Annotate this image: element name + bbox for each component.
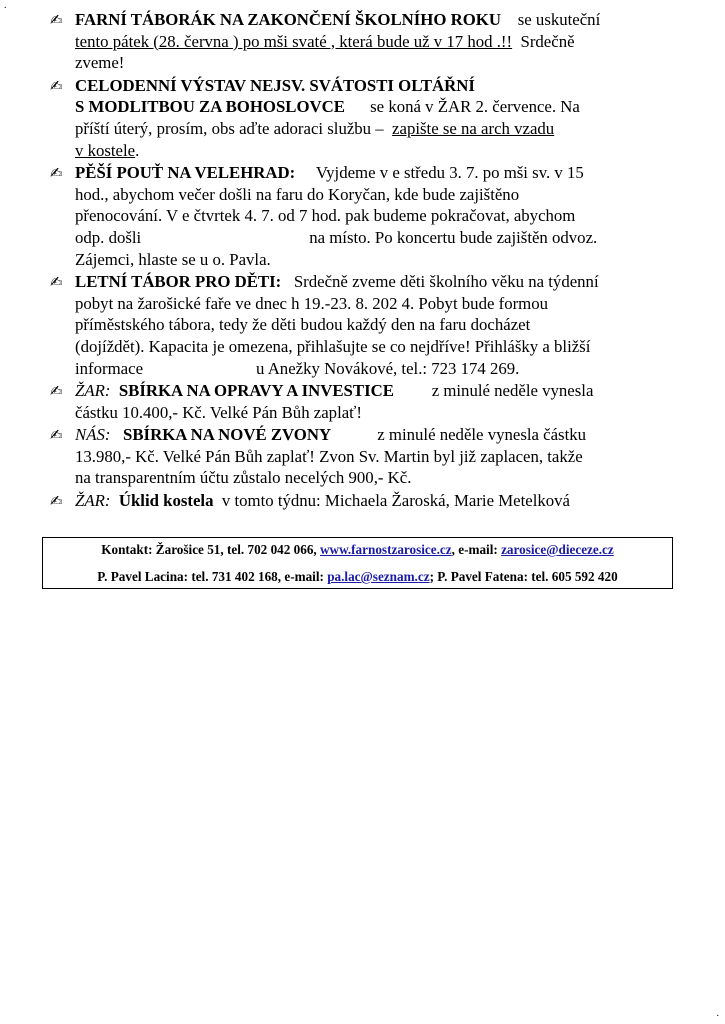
notice-campfire xyxy=(50,9,672,74)
contact-text: , e-mail: xyxy=(451,542,498,557)
notice-text: Srdečně xyxy=(520,31,575,51)
notice-text: Vyjdeme v e středu 3. 7. po mši sv. v 15 xyxy=(315,163,584,183)
notice-text: z minulé neděle vynesla xyxy=(431,381,594,401)
notice-heading: SBÍRKA NA NOVÉ ZVONY xyxy=(123,425,332,445)
notice-text: částku 10.400,- Kč. Velké Pán Bůh zaplať! xyxy=(75,402,362,422)
notice-text-underlined: zapište se na arch vzadu xyxy=(392,118,555,138)
corner-mark: . xyxy=(716,1008,719,1019)
website-link[interactable]: www.farnostzarosice.cz xyxy=(320,542,452,557)
notice-heading: CELODENNÍ VÝSTAV NEJSV. SVÁTOSTI OLTÁŘNÍ xyxy=(75,75,475,95)
notice-text: příměstského tábora, tedy že děti budou každý den na faru docházet xyxy=(75,315,531,335)
notice-adoration xyxy=(50,75,672,161)
parish-email-link[interactable]: zarosice@dieceze.cz xyxy=(501,542,614,557)
notice-text: z minulé neděle vynesla částku xyxy=(377,425,587,445)
notice-heading: FARNÍ TÁBORÁK NA ZAKONČENÍ ŠKOLNÍHO ROKU xyxy=(75,10,501,29)
contact-box xyxy=(42,537,673,589)
contact-line-parish xyxy=(43,542,672,558)
notice-text: na místo. Po koncertu bude zajištěn odvoz. xyxy=(309,227,598,247)
writing-hand-icon: ✍ xyxy=(50,426,63,445)
notice-text: . xyxy=(135,140,140,160)
notice-text: v tomto týdnu: Michaela Žaroská, Marie Metelková xyxy=(221,491,570,511)
contact-text: Kontakt: Žarošice 51, tel. 702 042 066, xyxy=(101,542,317,557)
notice-heading: Úklid kostela xyxy=(118,491,214,511)
notice-location: NÁS: xyxy=(75,425,111,445)
notice-text: přenocování. V e čtvrtek 4. 7. od 7 hod. pak budeme pokračovat, abychom xyxy=(75,206,576,226)
writing-hand-icon: ✍ xyxy=(50,492,63,511)
notice-heading: LETNÍ TÁBOR PRO DĚTI: xyxy=(75,272,282,292)
notice-text: Zájemci, hlaste se u o. Pavla. xyxy=(75,249,271,269)
notice-text: se uskuteční xyxy=(517,10,601,29)
notice-church-cleaning xyxy=(50,490,672,512)
notice-text: Srdečně zveme děti školního věku na týdenní xyxy=(293,272,599,292)
writing-hand-icon: ✍ xyxy=(50,11,63,29)
notice-heading: PĚŠÍ POUŤ NA VELEHRAD: xyxy=(75,163,296,183)
notice-summer-camp xyxy=(50,271,672,379)
notice-text: pobyt na žarošické faře ve dnec h 19.-23. 8. 202 4. Pobyt bude formou xyxy=(75,293,549,313)
notice-text: informace xyxy=(75,358,144,378)
notice-text: na transparentním účtu zůstalo necelých 900,- Kč. xyxy=(75,468,412,488)
notice-text: se koná v ŽAR 2. července. Na xyxy=(370,97,580,117)
notices-list xyxy=(50,9,672,513)
notice-text: hod., abychom večer došli na faru do Koryčan, kde bude zajištěno xyxy=(75,184,520,204)
notice-text-underlined: v kostele xyxy=(75,140,136,160)
contact-line-priests xyxy=(43,569,672,585)
notice-text: zveme! xyxy=(75,53,125,73)
writing-hand-icon: ✍ xyxy=(50,273,63,292)
writing-hand-icon: ✍ xyxy=(50,164,63,183)
notice-collection-bells xyxy=(50,424,672,489)
notice-text: odp. došli xyxy=(75,227,142,247)
contact-text: P. Pavel Lacina: tel. 731 402 168, e-mail: xyxy=(97,569,324,584)
notice-location: ŽAR: xyxy=(75,491,111,511)
notice-text: 13.980,- Kč. Velké Pán Bůh zaplať! Zvon Sv. Martin byl již zaplacen, takže xyxy=(75,446,583,466)
writing-hand-icon: ✍ xyxy=(50,76,63,95)
notice-heading: S MODLITBOU ZA BOHOSLOVCE xyxy=(75,97,345,117)
contact-text: ; P. Pavel Fatena: tel. 605 592 420 xyxy=(429,569,618,584)
notice-heading: SBÍRKA NA OPRAVY A INVESTICE xyxy=(118,381,394,401)
priest-email-link[interactable]: pa.lac@seznam.cz xyxy=(327,569,430,584)
notice-text: u Anežky Novákové, tel.: 723 174 269. xyxy=(256,358,520,378)
corner-mark: . xyxy=(4,0,7,11)
notice-pilgrimage xyxy=(50,162,672,270)
notice-text: (dojíždět). Kapacita je omezena, přihlašujte se co nejdříve! Přihlášky a bližší xyxy=(75,336,591,356)
notice-text: příští úterý, prosím, obs aďte adoraci službu – xyxy=(75,118,384,138)
notice-collection-repairs xyxy=(50,380,672,423)
notice-location: ŽAR: xyxy=(75,381,111,401)
notice-text-underlined: tento pátek (28. června ) po mši svaté , která bude už v 17 hod .!! xyxy=(75,31,513,51)
writing-hand-icon: ✍ xyxy=(50,382,63,401)
